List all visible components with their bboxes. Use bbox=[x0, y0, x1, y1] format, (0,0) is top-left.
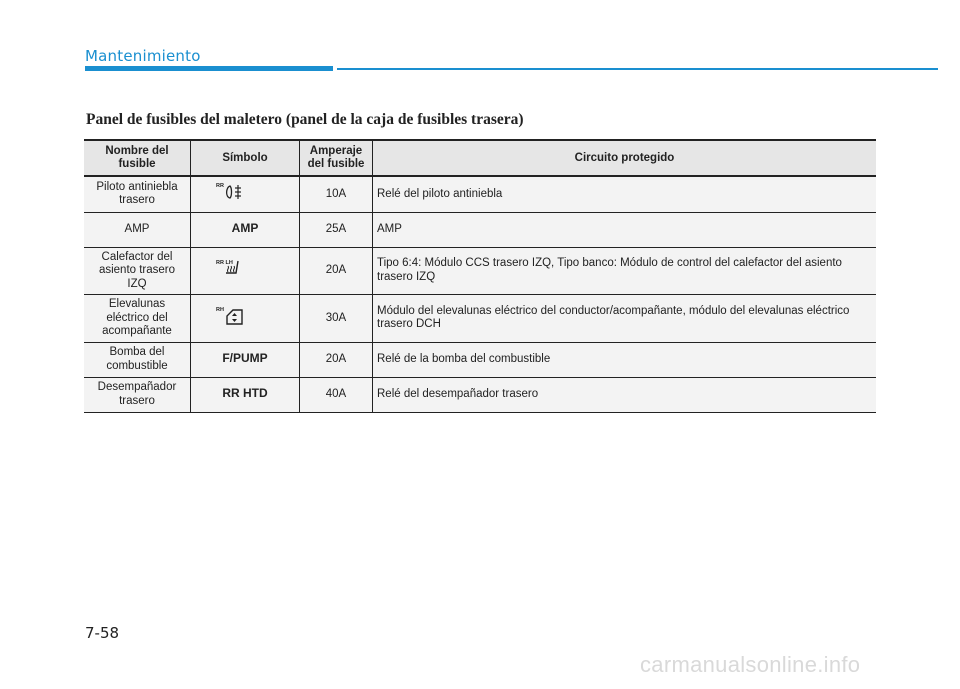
symbol-label: RH bbox=[216, 307, 224, 313]
fuse-name: Bomba del combustible bbox=[84, 342, 191, 377]
fuse-name: Desempañador trasero bbox=[84, 377, 191, 412]
symbol-text: F/PUMP bbox=[222, 351, 268, 366]
watermark: carmanualsonline.info bbox=[640, 652, 861, 677]
symbol-text: RR HTD bbox=[222, 386, 268, 401]
fuse-amperage: 20A bbox=[300, 342, 373, 377]
page-number: 7-58 bbox=[85, 624, 120, 642]
fuse-amperage: 25A bbox=[300, 212, 373, 247]
fuse-symbol bbox=[191, 176, 300, 212]
column-header-symbol: Símbolo bbox=[191, 140, 300, 176]
fuse-name: Elevalunas eléctrico del acompañante bbox=[84, 295, 191, 343]
fuse-amperage: 20A bbox=[300, 247, 373, 295]
fuse-name: AMP bbox=[84, 212, 191, 247]
column-header-circuit: Circuito protegido bbox=[373, 140, 877, 176]
table-row bbox=[84, 377, 876, 412]
symbol-label: RR bbox=[216, 183, 224, 189]
page-heading: Panel de fusibles del maletero (panel de la caja de fusibles trasera) bbox=[86, 111, 524, 128]
rear-fog-lamp-icon bbox=[216, 180, 246, 204]
table-row bbox=[84, 295, 876, 343]
symbol-label: RR LH bbox=[216, 259, 233, 266]
table-row bbox=[84, 176, 876, 212]
header-rule-thin bbox=[337, 68, 938, 70]
section-title: Mantenimiento bbox=[85, 47, 201, 65]
fuse-circuit: Relé de la bomba del combustible bbox=[373, 342, 877, 377]
fuse-circuit: AMP bbox=[373, 212, 877, 247]
fuse-table bbox=[84, 139, 876, 413]
seat-heater-icon bbox=[216, 257, 246, 281]
fuse-circuit: Tipo 6:4: Módulo CCS trasero IZQ, Tipo banco: Módulo de control del calefactor del asiento trasero IZQ bbox=[373, 247, 877, 295]
column-header-name: Nombre del fusible bbox=[84, 140, 191, 176]
fuse-amperage: 10A bbox=[300, 176, 373, 212]
fuse-circuit: Relé del desempañador trasero bbox=[373, 377, 877, 412]
fuse-symbol bbox=[191, 377, 300, 412]
header-rule-thick bbox=[85, 66, 333, 71]
power-window-icon bbox=[216, 304, 246, 328]
table-row bbox=[84, 247, 876, 295]
symbol-text: AMP bbox=[231, 221, 259, 236]
fuse-name: Piloto antiniebla trasero bbox=[84, 176, 191, 212]
table-row bbox=[84, 212, 876, 247]
table-row bbox=[84, 342, 876, 377]
fuse-amperage: 30A bbox=[300, 295, 373, 343]
table-header-row bbox=[84, 140, 876, 176]
fuse-symbol bbox=[191, 295, 300, 343]
column-header-amperage: Amperaje del fusible bbox=[300, 140, 373, 176]
fuse-symbol bbox=[191, 247, 300, 295]
fuse-name: Calefactor del asiento trasero IZQ bbox=[84, 247, 191, 295]
fuse-symbol bbox=[191, 342, 300, 377]
fuse-circuit: Módulo del elevalunas eléctrico del conductor/acompañante, módulo del elevalunas eléctrico trasero DCH bbox=[373, 295, 877, 343]
fuse-symbol bbox=[191, 212, 300, 247]
fuse-circuit: Relé del piloto antiniebla bbox=[373, 176, 877, 212]
fuse-amperage: 40A bbox=[300, 377, 373, 412]
